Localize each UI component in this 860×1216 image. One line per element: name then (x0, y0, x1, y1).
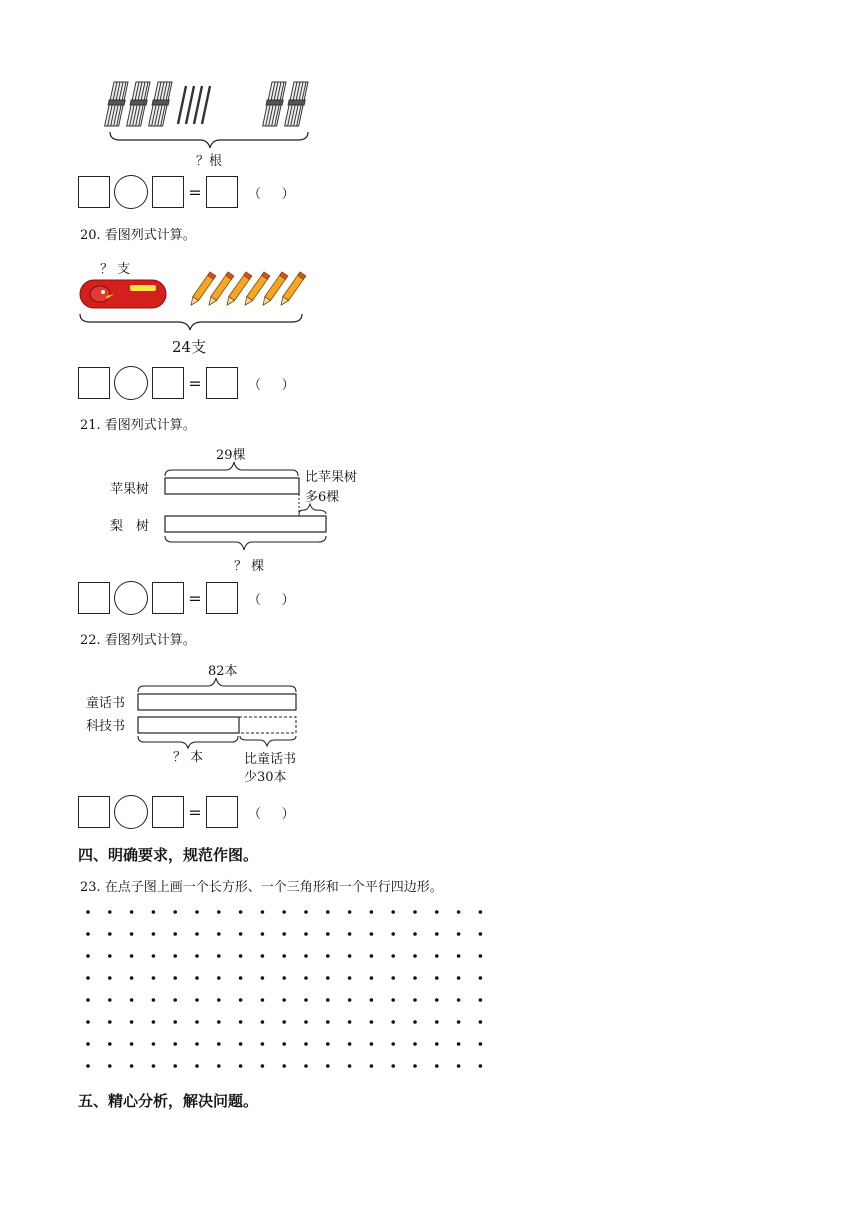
grid-dot[interactable] (86, 954, 90, 958)
grid-dot[interactable] (304, 976, 308, 980)
grid-dot[interactable] (435, 1020, 439, 1024)
grid-dot[interactable] (326, 954, 330, 958)
grid-dot[interactable] (391, 976, 395, 980)
grid-dot[interactable] (326, 932, 330, 936)
pencil-case-icon (80, 280, 166, 308)
grid-dot[interactable] (326, 976, 330, 980)
section-4-heading: 四、明确要求，规范作图。 (78, 846, 259, 864)
grid-dot[interactable] (86, 932, 90, 936)
grid-dot[interactable] (173, 932, 177, 936)
grid-dot[interactable] (108, 954, 112, 958)
grid-dot[interactable] (130, 954, 134, 958)
grid-dot[interactable] (413, 998, 417, 1002)
grid-dot[interactable] (413, 1042, 417, 1046)
q22-bar-diagram (134, 676, 304, 748)
grid-dot[interactable] (217, 910, 221, 914)
grid-dot[interactable] (108, 998, 112, 1002)
grid-dot[interactable] (152, 932, 156, 936)
grid-dot[interactable] (304, 954, 308, 958)
q22-bottom-left-label: ？ 本 (173, 750, 204, 765)
grid-dot[interactable] (217, 998, 221, 1002)
grid-dot[interactable] (435, 1064, 439, 1068)
q22-note-line2: 少30本 (244, 770, 287, 785)
grid-dot[interactable] (239, 976, 243, 980)
operator-circle[interactable] (114, 366, 148, 400)
grid-dot[interactable] (326, 1064, 330, 1068)
grid-dot[interactable] (348, 1064, 352, 1068)
grid-dot[interactable] (108, 976, 112, 980)
answer-box[interactable] (78, 367, 110, 399)
grid-dot[interactable] (152, 998, 156, 1002)
grid-dot[interactable] (391, 910, 395, 914)
grid-dot[interactable] (435, 932, 439, 936)
q21-bottom-label: ？ 棵 (234, 559, 265, 574)
grid-dot[interactable] (282, 1020, 286, 1024)
grid-dot[interactable] (479, 1064, 483, 1068)
grid-dot[interactable] (195, 1064, 199, 1068)
grid-dot[interactable] (108, 932, 112, 936)
q21-bar-diagram (160, 458, 340, 550)
q21-note-line2: 多6棵 (305, 490, 340, 505)
answer-box[interactable] (152, 796, 184, 828)
grid-dot[interactable] (239, 954, 243, 958)
grid-dot[interactable] (261, 1064, 265, 1068)
grid-dot[interactable] (479, 998, 483, 1002)
q22-row2-label: 科技书 (86, 719, 126, 734)
grid-dot[interactable] (108, 910, 112, 914)
grid-dot[interactable] (239, 1042, 243, 1046)
q21-row1-label: 苹果树 (110, 482, 150, 497)
grid-dot[interactable] (86, 1064, 90, 1068)
grid-dot[interactable] (282, 954, 286, 958)
grid-dot[interactable] (435, 1042, 439, 1046)
grid-dot[interactable] (86, 910, 90, 914)
grid-dot[interactable] (413, 1020, 417, 1024)
grid-dot[interactable] (370, 1042, 374, 1046)
q21-note-line1: 比苹果树 (305, 470, 358, 485)
answer-box[interactable] (78, 176, 110, 208)
grid-dot[interactable] (173, 998, 177, 1002)
grid-dot[interactable] (130, 1020, 134, 1024)
pencils-icon (188, 272, 306, 307)
grid-dot[interactable] (457, 932, 461, 936)
grid-dot[interactable] (370, 1064, 374, 1068)
grid-dot[interactable] (195, 1020, 199, 1024)
equals-sign: = (188, 588, 202, 608)
grid-dot[interactable] (348, 998, 352, 1002)
grid-dot[interactable] (108, 1064, 112, 1068)
grid-dot[interactable] (435, 910, 439, 914)
q22-prompt: 22. 看图列式计算。 (80, 633, 196, 648)
grid-dot[interactable] (282, 932, 286, 936)
answer-box[interactable] (152, 367, 184, 399)
answer-box[interactable] (206, 176, 238, 208)
grid-dot[interactable] (217, 932, 221, 936)
grid-dot[interactable] (239, 932, 243, 936)
grid-dot[interactable] (261, 1020, 265, 1024)
grid-dot[interactable] (326, 1042, 330, 1046)
grid-dot[interactable] (348, 1020, 352, 1024)
q21-row2-label: 梨 树 (110, 519, 150, 534)
grid-dot[interactable] (304, 1042, 308, 1046)
grid-dot[interactable] (370, 932, 374, 936)
grid-dot[interactable] (457, 910, 461, 914)
grid-dot[interactable] (348, 954, 352, 958)
grid-dot[interactable] (326, 910, 330, 914)
grid-dot[interactable] (239, 998, 243, 1002)
grid-dot[interactable] (195, 954, 199, 958)
grid-dot[interactable] (457, 1042, 461, 1046)
grid-dot[interactable] (304, 910, 308, 914)
answer-box[interactable] (206, 367, 238, 399)
grid-dot[interactable] (282, 1064, 286, 1068)
grid-dot[interactable] (86, 976, 90, 980)
q20-prompt: 20. 看图列式计算。 (80, 228, 196, 243)
grid-dot[interactable] (391, 954, 395, 958)
grid-dot[interactable] (173, 1020, 177, 1024)
grid-dot[interactable] (348, 932, 352, 936)
grid-dot[interactable] (479, 932, 483, 936)
grid-dot[interactable] (130, 976, 134, 980)
grid-dot[interactable] (261, 1042, 265, 1046)
grid-dot[interactable] (413, 976, 417, 980)
grid-dot[interactable] (108, 1042, 112, 1046)
q22-equation (78, 795, 295, 829)
grid-dot[interactable] (261, 910, 265, 914)
q21-prompt: 21. 看图列式计算。 (80, 418, 196, 433)
grid-dot[interactable] (282, 910, 286, 914)
q22-top-label: 82本 (208, 664, 238, 679)
grid-dot[interactable] (152, 910, 156, 914)
grid-dot[interactable] (391, 1042, 395, 1046)
grid-dot[interactable] (457, 976, 461, 980)
grid-dot[interactable] (86, 1020, 90, 1024)
grid-dot[interactable] (261, 932, 265, 936)
unit-paren[interactable]: （ ） (248, 377, 295, 393)
grid-dot[interactable] (479, 954, 483, 958)
q23-prompt: 23. 在点子图上画一个长方形、一个三角形和一个平行四边形。 (80, 880, 443, 895)
q20-equation (78, 366, 295, 400)
operator-circle[interactable] (114, 175, 148, 209)
grid-dot[interactable] (457, 998, 461, 1002)
grid-dot[interactable] (435, 954, 439, 958)
grid-dot[interactable] (217, 976, 221, 980)
equals-sign: = (188, 802, 202, 822)
pencil-case-figure (78, 270, 318, 330)
grid-dot[interactable] (130, 998, 134, 1002)
grid-dot[interactable] (348, 976, 352, 980)
grid-dot[interactable] (152, 1020, 156, 1024)
grid-dot[interactable] (304, 1020, 308, 1024)
grid-dot[interactable] (195, 1042, 199, 1046)
grid-dot[interactable] (173, 1064, 177, 1068)
grid-dot[interactable] (413, 932, 417, 936)
grid-dot[interactable] (370, 976, 374, 980)
answer-box[interactable] (206, 582, 238, 614)
grid-dot[interactable] (282, 998, 286, 1002)
grid-dot[interactable] (391, 1064, 395, 1068)
grid-dot[interactable] (173, 910, 177, 914)
operator-circle[interactable] (114, 795, 148, 829)
grid-dot[interactable] (413, 1064, 417, 1068)
answer-box[interactable] (152, 176, 184, 208)
grid-dot[interactable] (195, 998, 199, 1002)
equals-sign: = (188, 182, 202, 202)
section-5-heading: 五、精心分析，解决问题。 (78, 1092, 259, 1110)
grid-dot[interactable] (435, 976, 439, 980)
grid-dot[interactable] (108, 1020, 112, 1024)
grid-dot[interactable] (152, 954, 156, 958)
dot-grid[interactable] (78, 900, 508, 1080)
grid-dot[interactable] (239, 1020, 243, 1024)
unit-paren[interactable]: （ ） (248, 186, 295, 202)
grid-dot[interactable] (370, 998, 374, 1002)
grid-dot[interactable] (261, 954, 265, 958)
grid-dot[interactable] (130, 1064, 134, 1068)
grid-dot[interactable] (370, 954, 374, 958)
grid-dot[interactable] (370, 1020, 374, 1024)
grid-dot[interactable] (195, 910, 199, 914)
answer-box[interactable] (152, 582, 184, 614)
q19-equation (78, 175, 295, 209)
grid-dot[interactable] (348, 910, 352, 914)
grid-dot[interactable] (239, 910, 243, 914)
grid-dot[interactable] (326, 998, 330, 1002)
grid-dot[interactable] (391, 1020, 395, 1024)
grid-dot[interactable] (195, 932, 199, 936)
grid-dot[interactable] (479, 1020, 483, 1024)
grid-dot[interactable] (457, 1064, 461, 1068)
grid-dot[interactable] (261, 976, 265, 980)
answer-box[interactable] (206, 796, 238, 828)
q20-bottom-label: 24支 (172, 338, 207, 356)
grid-dot[interactable] (457, 1020, 461, 1024)
grid-dot[interactable] (391, 998, 395, 1002)
answer-box[interactable] (78, 796, 110, 828)
grid-dot[interactable] (152, 1064, 156, 1068)
equals-sign: = (188, 373, 202, 393)
grid-dot[interactable] (479, 910, 483, 914)
grid-dot[interactable] (239, 1064, 243, 1068)
grid-dot[interactable] (370, 910, 374, 914)
answer-box[interactable] (78, 582, 110, 614)
grid-dot[interactable] (413, 954, 417, 958)
grid-dot[interactable] (479, 1042, 483, 1046)
grid-dot[interactable] (130, 1042, 134, 1046)
grid-dot[interactable] (479, 976, 483, 980)
q22-note-line1: 比童话书 (244, 752, 297, 767)
grid-dot[interactable] (86, 998, 90, 1002)
grid-dot[interactable] (173, 954, 177, 958)
q22-row1-label: 童话书 (86, 696, 126, 711)
q19-bottom-label: ？根 (196, 154, 223, 169)
grid-dot[interactable] (435, 998, 439, 1002)
grid-dot[interactable] (152, 1042, 156, 1046)
stick-bundles-figure (100, 78, 320, 158)
grid-dot[interactable] (217, 1020, 221, 1024)
grid-dot[interactable] (173, 976, 177, 980)
unit-paren[interactable]: （ ） (248, 592, 295, 608)
grid-dot[interactable] (86, 1042, 90, 1046)
grid-dot[interactable] (173, 1042, 177, 1046)
grid-dot[interactable] (326, 1020, 330, 1024)
grid-dot[interactable] (130, 932, 134, 936)
q21-equation (78, 581, 295, 615)
q20-top-label: ？ 支 (100, 262, 131, 277)
grid-dot[interactable] (217, 1042, 221, 1046)
grid-dot[interactable] (195, 976, 199, 980)
unit-paren[interactable]: （ ） (248, 806, 295, 822)
grid-dot[interactable] (304, 998, 308, 1002)
q21-top-label: 29棵 (216, 448, 246, 463)
operator-circle[interactable] (114, 581, 148, 615)
grid-dot[interactable] (130, 910, 134, 914)
grid-dot[interactable] (413, 910, 417, 914)
grid-dot[interactable] (282, 1042, 286, 1046)
grid-dot[interactable] (457, 954, 461, 958)
grid-dot[interactable] (348, 1042, 352, 1046)
grid-dot[interactable] (304, 932, 308, 936)
grid-dot[interactable] (304, 1064, 308, 1068)
grid-dot[interactable] (217, 954, 221, 958)
grid-dot[interactable] (391, 932, 395, 936)
grid-dot[interactable] (261, 998, 265, 1002)
grid-dot[interactable] (282, 976, 286, 980)
grid-dot[interactable] (217, 1064, 221, 1068)
grid-dot[interactable] (152, 976, 156, 980)
